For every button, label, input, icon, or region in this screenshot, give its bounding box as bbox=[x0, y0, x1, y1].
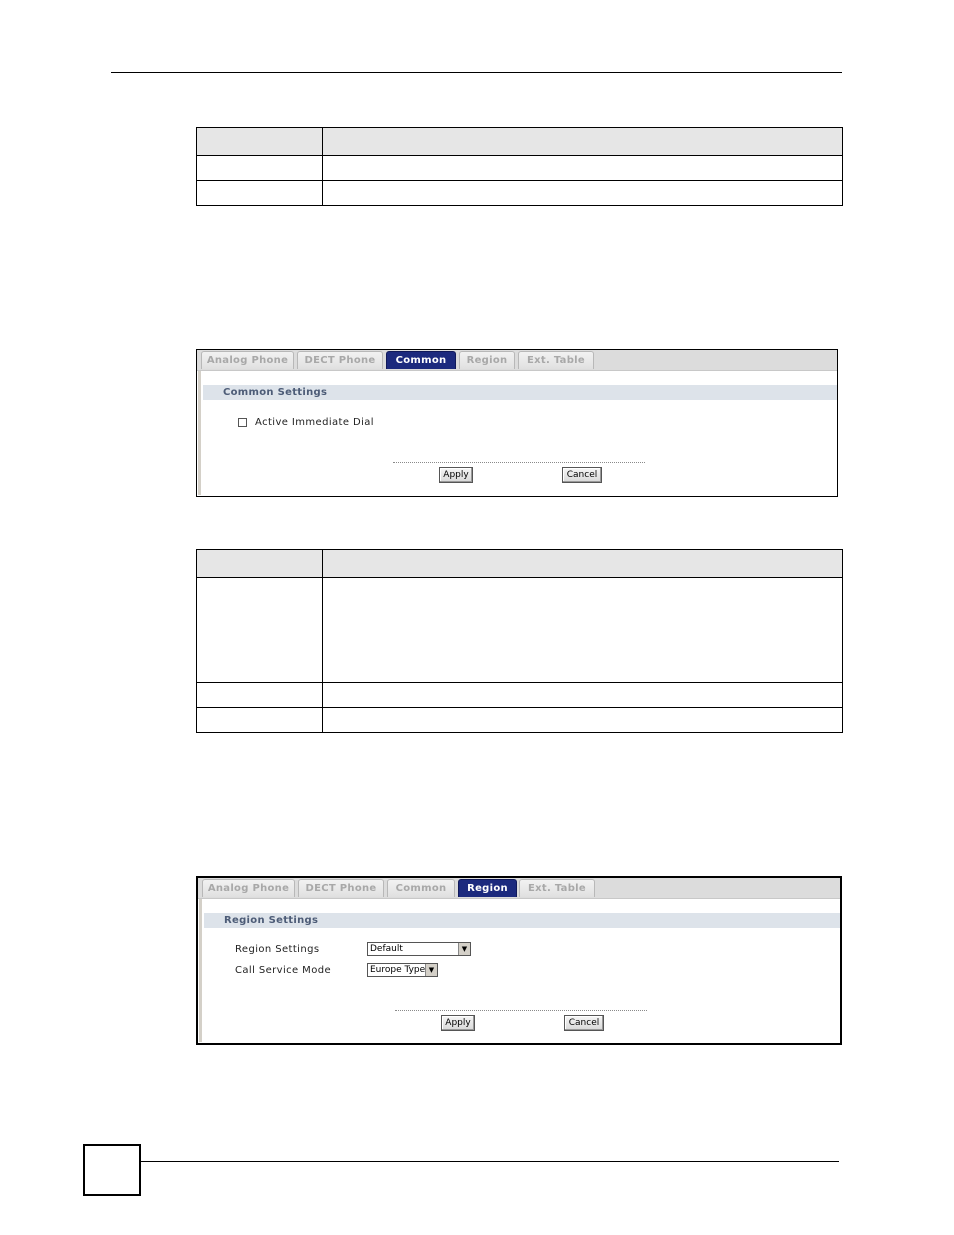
section-title: Common Settings bbox=[203, 385, 837, 400]
footer-rule bbox=[141, 1161, 839, 1162]
tab-region[interactable]: Region bbox=[459, 351, 515, 369]
section-title: Region Settings bbox=[204, 913, 840, 928]
tab-dect-phone[interactable]: DECT Phone bbox=[297, 351, 383, 369]
region-settings-label: Region Settings bbox=[235, 944, 320, 955]
tab-ext-table[interactable]: Ext. Table bbox=[519, 879, 595, 897]
table-row bbox=[197, 578, 843, 683]
region-select[interactable] bbox=[367, 942, 471, 956]
tab-analog-phone[interactable]: Analog Phone bbox=[201, 351, 294, 369]
divider bbox=[393, 462, 645, 463]
call-service-mode-label: Call Service Mode bbox=[235, 965, 332, 976]
table-header-row bbox=[197, 550, 843, 578]
tab-analog-phone[interactable]: Analog Phone bbox=[202, 879, 295, 897]
cancel-button[interactable]: Cancel bbox=[564, 1015, 604, 1031]
tab-bar bbox=[197, 350, 837, 371]
region-settings-screen bbox=[196, 876, 842, 1045]
region-value: Default bbox=[370, 944, 403, 954]
chevron-down-icon[interactable]: ▼ bbox=[458, 943, 470, 955]
tab-region[interactable]: Region bbox=[458, 879, 517, 897]
cancel-button[interactable]: Cancel bbox=[562, 467, 602, 483]
tab-common[interactable]: Common bbox=[386, 351, 456, 369]
call-service-mode-select[interactable] bbox=[367, 963, 438, 977]
common-settings-screen bbox=[196, 349, 838, 497]
table-row bbox=[197, 708, 843, 733]
header-rule bbox=[111, 72, 842, 73]
table-row bbox=[197, 156, 843, 181]
tab-dect-phone[interactable]: DECT Phone bbox=[298, 879, 384, 897]
immediate-dial-checkbox[interactable] bbox=[238, 418, 247, 427]
table-row bbox=[197, 181, 843, 206]
immediate-dial-label: Active Immediate Dial bbox=[255, 417, 374, 428]
call-service-mode-value: Europe Type bbox=[370, 965, 426, 975]
table-header-row bbox=[197, 128, 843, 156]
apply-button[interactable]: Apply bbox=[441, 1015, 475, 1031]
field-table-1 bbox=[196, 127, 843, 206]
tab-common[interactable]: Common bbox=[387, 879, 455, 897]
tab-ext-table[interactable]: Ext. Table bbox=[518, 351, 594, 369]
tab-bar bbox=[198, 878, 840, 899]
apply-button[interactable]: Apply bbox=[439, 467, 473, 483]
divider bbox=[395, 1010, 647, 1011]
page-number-box bbox=[83, 1144, 141, 1196]
table-row bbox=[197, 683, 843, 708]
chevron-down-icon[interactable]: ▼ bbox=[425, 964, 437, 976]
field-table-2 bbox=[196, 549, 843, 733]
